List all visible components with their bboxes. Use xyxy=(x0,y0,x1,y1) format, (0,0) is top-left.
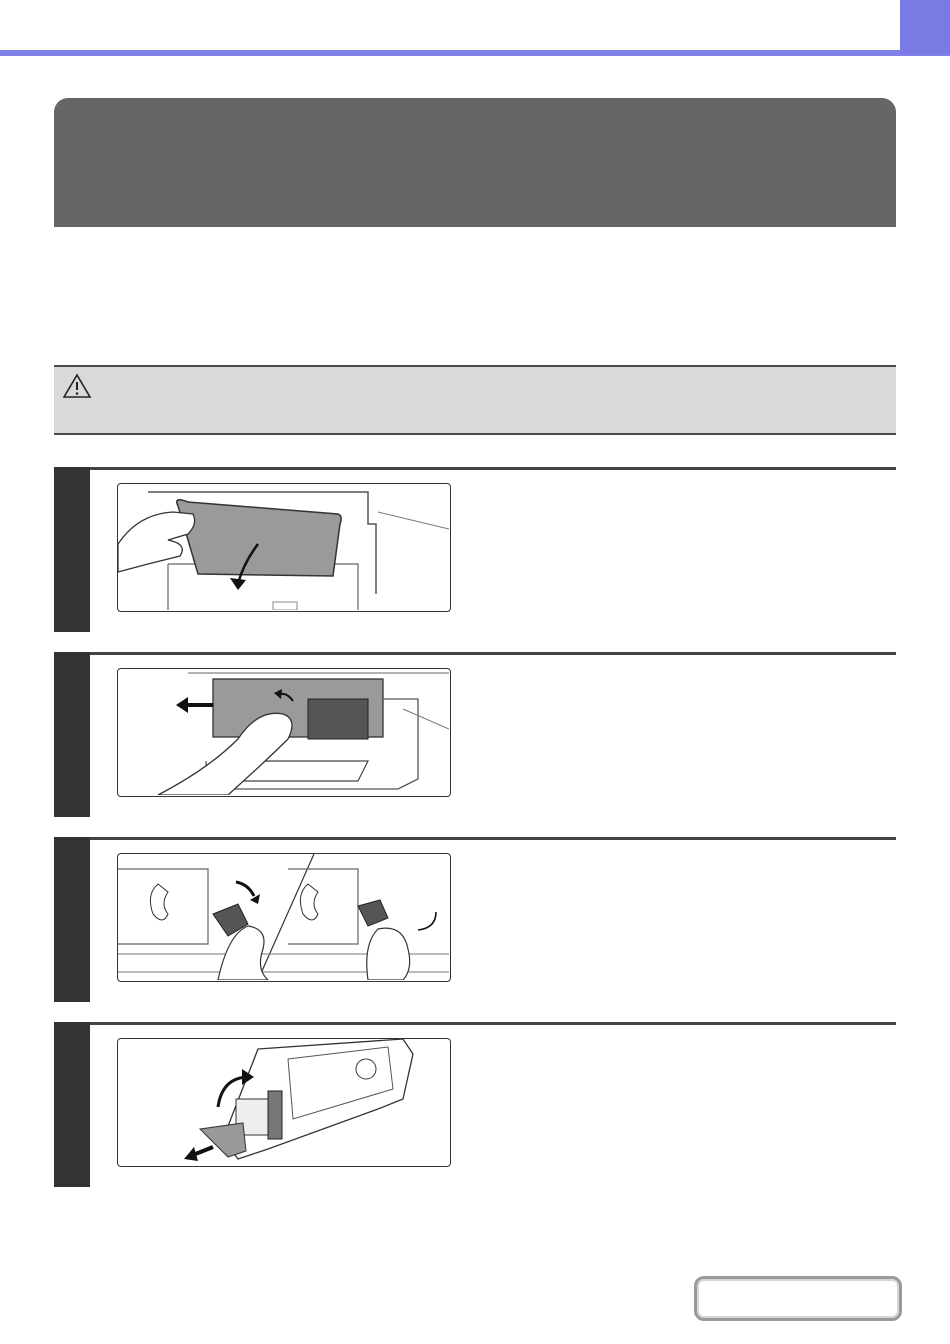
step-divider xyxy=(54,1022,896,1025)
header-rule xyxy=(0,50,950,56)
step-4 xyxy=(54,1022,896,1187)
lower-levers-illustration xyxy=(117,853,451,982)
caution-box xyxy=(54,365,896,435)
step-number-bar xyxy=(54,467,90,632)
step-1 xyxy=(54,467,896,632)
remove-staple-cartridge-illustration xyxy=(117,1038,451,1167)
step-divider xyxy=(54,837,896,840)
arrow-curved-icon xyxy=(236,882,254,896)
section-title-block xyxy=(54,98,896,227)
step-divider xyxy=(54,467,896,470)
contents-button[interactable] xyxy=(694,1276,902,1321)
step-2 xyxy=(54,652,896,817)
chapter-tab[interactable] xyxy=(900,0,950,54)
step-number-bar xyxy=(54,837,90,1002)
step-number-bar xyxy=(54,652,90,817)
step-divider xyxy=(54,652,896,655)
open-front-cover-illustration xyxy=(117,483,451,612)
pull-out-unit-illustration xyxy=(117,668,451,797)
page-header xyxy=(0,0,950,58)
warning-triangle-icon xyxy=(62,373,92,399)
step-number-bar xyxy=(54,1022,90,1187)
step-3 xyxy=(54,837,896,1002)
arrow-left-icon xyxy=(193,1147,213,1155)
